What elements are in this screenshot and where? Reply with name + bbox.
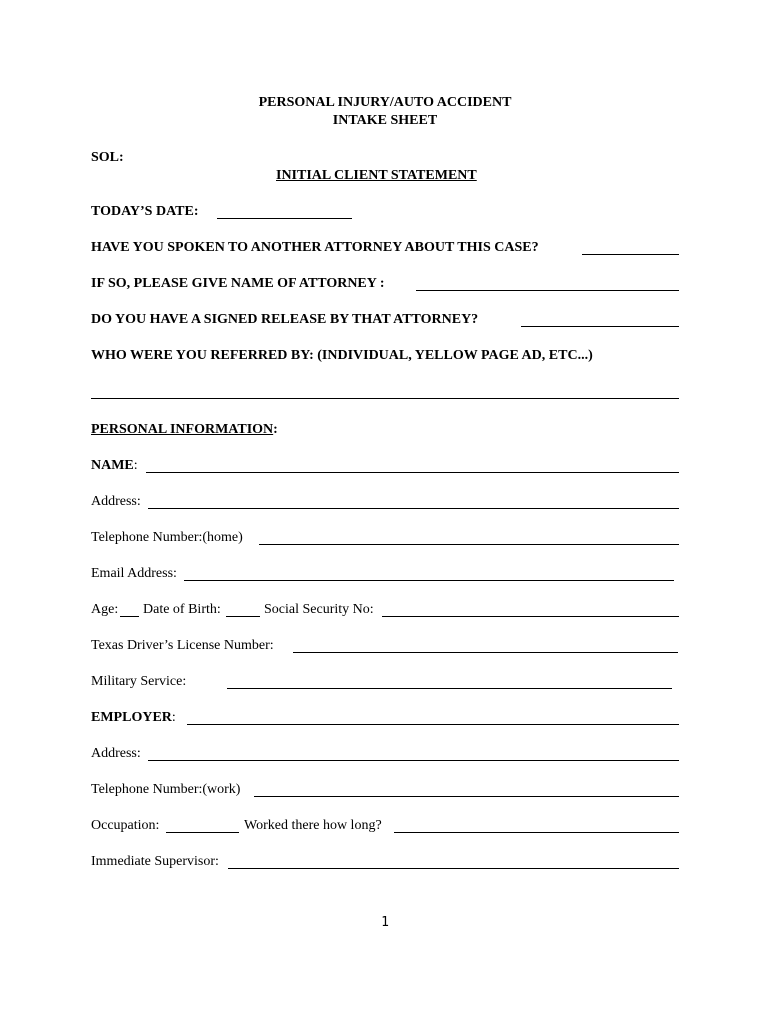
employer-label-colon: : (171, 710, 176, 725)
section-title-initial-statement: INITIAL CLIENT STATEMENT (276, 168, 477, 183)
name-label-colon: : (133, 458, 138, 473)
form-title-line-2: INTAKE SHEET (332, 113, 438, 128)
personal-info-heading-colon: : (273, 422, 278, 437)
employer-label-text: EMPLOYER (91, 710, 172, 725)
dob-field[interactable] (226, 616, 260, 617)
employer-address-label: Address: (91, 746, 141, 761)
military-field[interactable] (227, 688, 672, 689)
license-label: Texas Driver’s License Number: (91, 638, 274, 653)
home-phone-field[interactable] (259, 544, 679, 545)
work-phone-field[interactable] (254, 796, 679, 797)
ssn-field[interactable] (382, 616, 679, 617)
ssn-label: Social Security No: (264, 602, 374, 617)
age-field[interactable] (120, 616, 139, 617)
personal-info-heading-text: PERSONAL INFORMATION (91, 422, 274, 437)
employer-address-field[interactable] (148, 760, 679, 761)
todays-date-label: TODAY’S DATE: (91, 204, 199, 219)
occupation-field[interactable] (166, 832, 239, 833)
name-field[interactable] (146, 472, 679, 473)
work-phone-label: Telephone Number:(work) (91, 782, 241, 797)
attorney-name-field[interactable] (416, 290, 679, 291)
name-label (91, 458, 138, 474)
address-field[interactable] (148, 508, 679, 509)
page-number: 1 (381, 915, 389, 930)
form-title-line-1: PERSONAL INJURY/AUTO ACCIDENT (258, 95, 512, 110)
worked-duration-label: Worked there how long? (244, 818, 382, 833)
personal-info-heading (91, 422, 278, 438)
supervisor-field[interactable] (228, 868, 679, 869)
occupation-label: Occupation: (91, 818, 160, 833)
referred-by-field[interactable] (91, 398, 679, 399)
worked-duration-field[interactable] (394, 832, 679, 833)
employer-field[interactable] (187, 724, 679, 725)
military-label: Military Service: (91, 674, 187, 689)
dob-label: Date of Birth: (143, 602, 221, 617)
employer-label (91, 710, 176, 726)
email-field[interactable] (184, 580, 674, 581)
signed-release-label: DO YOU HAVE A SIGNED RELEASE BY THAT ATTORNEY? (91, 312, 479, 327)
attorney-name-label: IF SO, PLEASE GIVE NAME OF ATTORNEY : (91, 276, 385, 291)
age-label: Age: (91, 602, 119, 617)
spoken-attorney-field[interactable] (582, 254, 679, 255)
home-phone-label: Telephone Number:(home) (91, 530, 243, 545)
name-label-text: NAME (91, 458, 134, 473)
address-label: Address: (91, 494, 141, 509)
license-field[interactable] (293, 652, 678, 653)
todays-date-field[interactable] (217, 218, 352, 219)
referred-by-label: WHO WERE YOU REFERRED BY: (INDIVIDUAL, YELLOW PAGE AD, ETC...) (91, 348, 593, 363)
signed-release-field[interactable] (521, 326, 679, 327)
sol-label: SOL: (91, 150, 124, 165)
supervisor-label: Immediate Supervisor: (91, 854, 219, 869)
email-label: Email Address: (91, 566, 177, 581)
spoken-attorney-label: HAVE YOU SPOKEN TO ANOTHER ATTORNEY ABOUT THIS CASE? (91, 240, 539, 255)
